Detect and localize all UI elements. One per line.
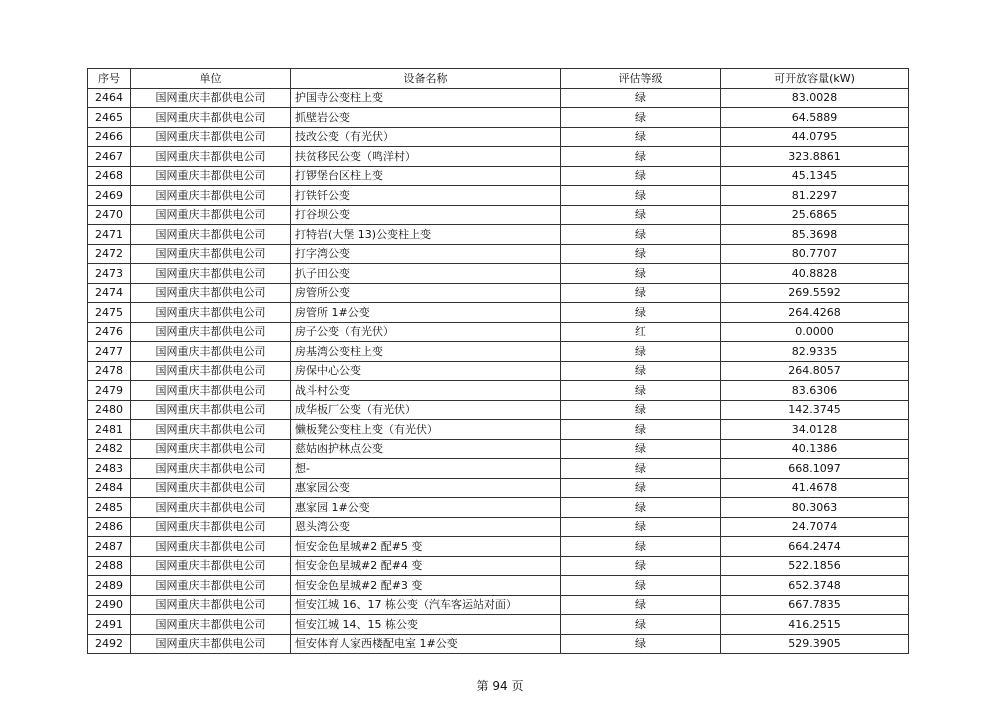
cell-grade: 绿: [561, 556, 721, 576]
cell-device-name: 恒安金色星城#2 配#4 变: [291, 556, 561, 576]
table-row: [88, 517, 909, 537]
cell-device-name: 打字湾公变: [291, 244, 561, 264]
cell-device-name: 恒安体育人家西楼配电室 1#公变: [291, 634, 561, 654]
cell-capacity: 264.4268: [721, 303, 909, 323]
cell-grade: 绿: [561, 205, 721, 225]
cell-grade: 绿: [561, 498, 721, 518]
cell-serial: 2466: [88, 127, 131, 147]
cell-capacity: 34.0128: [721, 420, 909, 440]
cell-unit: 国网重庆丰都供电公司: [131, 205, 291, 225]
cell-capacity: 269.5592: [721, 283, 909, 303]
cell-grade: 绿: [561, 634, 721, 654]
cell-unit: 国网重庆丰都供电公司: [131, 303, 291, 323]
cell-serial: 2468: [88, 166, 131, 186]
cell-unit: 国网重庆丰都供电公司: [131, 283, 291, 303]
cell-capacity: 83.6306: [721, 381, 909, 401]
cell-grade: 绿: [561, 244, 721, 264]
cell-unit: 国网重庆丰都供电公司: [131, 556, 291, 576]
cell-capacity: 82.9335: [721, 342, 909, 362]
cell-grade: 绿: [561, 420, 721, 440]
cell-serial: 2470: [88, 205, 131, 225]
table-row: [88, 225, 909, 245]
cell-serial: 2471: [88, 225, 131, 245]
cell-grade: 绿: [561, 478, 721, 498]
cell-unit: 国网重庆丰都供电公司: [131, 576, 291, 596]
cell-serial: 2492: [88, 634, 131, 654]
cell-serial: 2469: [88, 186, 131, 206]
cell-unit: 国网重庆丰都供电公司: [131, 478, 291, 498]
cell-device-name: 成华板厂公变（有光伏）: [291, 400, 561, 420]
cell-device-name: 房管所公变: [291, 283, 561, 303]
cell-device-name: 打谷坝公变: [291, 205, 561, 225]
cell-capacity: 40.8828: [721, 264, 909, 284]
cell-serial: 2486: [88, 517, 131, 537]
cell-capacity: 25.6865: [721, 205, 909, 225]
cell-grade: 绿: [561, 615, 721, 635]
cell-unit: 国网重庆丰都供电公司: [131, 88, 291, 108]
cell-device-name: 房子公变（有光伏）: [291, 322, 561, 342]
cell-serial: 2477: [88, 342, 131, 362]
cell-capacity: 416.2515: [721, 615, 909, 635]
table-row: [88, 166, 909, 186]
table-row: [88, 420, 909, 440]
cell-device-name: 打铁钎公变: [291, 186, 561, 206]
cell-device-name: 想-: [291, 459, 561, 479]
cell-unit: 国网重庆丰都供电公司: [131, 225, 291, 245]
cell-serial: 2482: [88, 439, 131, 459]
table-row: [88, 127, 909, 147]
cell-device-name: 扶贫移民公变（鸣洋村）: [291, 147, 561, 167]
cell-capacity: 81.2297: [721, 186, 909, 206]
cell-grade: 绿: [561, 303, 721, 323]
cell-unit: 国网重庆丰都供电公司: [131, 615, 291, 635]
table-row: [88, 439, 909, 459]
cell-grade: 绿: [561, 361, 721, 381]
cell-grade: 绿: [561, 381, 721, 401]
table-row: [88, 303, 909, 323]
cell-serial: 2464: [88, 88, 131, 108]
cell-grade: 绿: [561, 127, 721, 147]
capacity-table: [87, 68, 909, 654]
cell-unit: 国网重庆丰都供电公司: [131, 186, 291, 206]
cell-grade: 绿: [561, 186, 721, 206]
header-grade: 评估等级: [561, 69, 721, 89]
cell-device-name: 惠家园 1#公变: [291, 498, 561, 518]
table-row: [88, 244, 909, 264]
table-row: [88, 147, 909, 167]
cell-capacity: 652.3748: [721, 576, 909, 596]
header-device-name: 设备名称: [291, 69, 561, 89]
cell-device-name: 房基湾公变柱上变: [291, 342, 561, 362]
cell-unit: 国网重庆丰都供电公司: [131, 400, 291, 420]
cell-grade: 绿: [561, 108, 721, 128]
cell-serial: 2476: [88, 322, 131, 342]
table-row: [88, 556, 909, 576]
cell-capacity: 529.3905: [721, 634, 909, 654]
cell-grade: 绿: [561, 459, 721, 479]
cell-unit: 国网重庆丰都供电公司: [131, 264, 291, 284]
table-row: [88, 88, 909, 108]
table-row: [88, 322, 909, 342]
cell-unit: 国网重庆丰都供电公司: [131, 166, 291, 186]
cell-serial: 2491: [88, 615, 131, 635]
table-row: [88, 576, 909, 596]
cell-device-name: 房管所 1#公变: [291, 303, 561, 323]
cell-serial: 2487: [88, 537, 131, 557]
cell-unit: 国网重庆丰都供电公司: [131, 595, 291, 615]
cell-serial: 2478: [88, 361, 131, 381]
cell-serial: 2484: [88, 478, 131, 498]
table-row: [88, 498, 909, 518]
cell-serial: 2479: [88, 381, 131, 401]
cell-device-name: 恩头湾公变: [291, 517, 561, 537]
cell-unit: 国网重庆丰都供电公司: [131, 361, 291, 381]
table-row: [88, 634, 909, 654]
cell-serial: 2474: [88, 283, 131, 303]
cell-device-name: 恒安江城 16、17 栋公变（汽车客运站对面）: [291, 595, 561, 615]
cell-device-name: 护国寺公变柱上变: [291, 88, 561, 108]
cell-capacity: 0.0000: [721, 322, 909, 342]
cell-serial: 2488: [88, 556, 131, 576]
cell-grade: 绿: [561, 147, 721, 167]
table-header-row: [88, 69, 909, 89]
cell-unit: 国网重庆丰都供电公司: [131, 322, 291, 342]
cell-grade: 绿: [561, 166, 721, 186]
table-row: [88, 186, 909, 206]
table-row: [88, 400, 909, 420]
cell-unit: 国网重庆丰都供电公司: [131, 439, 291, 459]
cell-grade: 绿: [561, 400, 721, 420]
cell-grade: 绿: [561, 225, 721, 245]
cell-device-name: 扒子田公变: [291, 264, 561, 284]
cell-unit: 国网重庆丰都供电公司: [131, 127, 291, 147]
table-row: [88, 283, 909, 303]
cell-device-name: 慈姑凼护林点公变: [291, 439, 561, 459]
cell-unit: 国网重庆丰都供电公司: [131, 244, 291, 264]
cell-serial: 2481: [88, 420, 131, 440]
cell-capacity: 45.1345: [721, 166, 909, 186]
cell-device-name: 房保中心公变: [291, 361, 561, 381]
cell-serial: 2480: [88, 400, 131, 420]
table-row: [88, 361, 909, 381]
cell-unit: 国网重庆丰都供电公司: [131, 342, 291, 362]
cell-capacity: 24.7074: [721, 517, 909, 537]
cell-unit: 国网重庆丰都供电公司: [131, 634, 291, 654]
cell-grade: 绿: [561, 576, 721, 596]
cell-device-name: 打特岩(大堡 13)公变柱上变: [291, 225, 561, 245]
header-capacity: 可开放容量(kW): [721, 69, 909, 89]
table-row: [88, 342, 909, 362]
cell-grade: 绿: [561, 283, 721, 303]
header-serial: 序号: [88, 69, 131, 89]
cell-serial: 2465: [88, 108, 131, 128]
cell-unit: 国网重庆丰都供电公司: [131, 459, 291, 479]
cell-serial: 2489: [88, 576, 131, 596]
cell-capacity: 83.0028: [721, 88, 909, 108]
table-row: [88, 459, 909, 479]
cell-serial: 2475: [88, 303, 131, 323]
table-row: [88, 108, 909, 128]
cell-unit: 国网重庆丰都供电公司: [131, 517, 291, 537]
cell-serial: 2490: [88, 595, 131, 615]
table-row: [88, 537, 909, 557]
cell-capacity: 668.1097: [721, 459, 909, 479]
cell-unit: 国网重庆丰都供电公司: [131, 420, 291, 440]
cell-serial: 2472: [88, 244, 131, 264]
cell-grade: 绿: [561, 537, 721, 557]
table-row: [88, 478, 909, 498]
cell-device-name: 惠家园公变: [291, 478, 561, 498]
cell-device-name: 恒安江城 14、15 栋公变: [291, 615, 561, 635]
cell-capacity: 64.5889: [721, 108, 909, 128]
table-row: [88, 205, 909, 225]
cell-capacity: 41.4678: [721, 478, 909, 498]
cell-capacity: 664.2474: [721, 537, 909, 557]
cell-device-name: 恒安金色星城#2 配#3 变: [291, 576, 561, 596]
cell-device-name: 抓壁岩公变: [291, 108, 561, 128]
cell-unit: 国网重庆丰都供电公司: [131, 108, 291, 128]
cell-grade: 绿: [561, 88, 721, 108]
cell-grade: 红: [561, 322, 721, 342]
cell-capacity: 264.8057: [721, 361, 909, 381]
cell-grade: 绿: [561, 264, 721, 284]
cell-capacity: 522.1856: [721, 556, 909, 576]
cell-device-name: 恒安金色星城#2 配#5 变: [291, 537, 561, 557]
cell-capacity: 80.7707: [721, 244, 909, 264]
cell-capacity: 142.3745: [721, 400, 909, 420]
cell-serial: 2473: [88, 264, 131, 284]
cell-capacity: 323.8861: [721, 147, 909, 167]
cell-device-name: 懒板凳公变柱上变（有光伏）: [291, 420, 561, 440]
cell-grade: 绿: [561, 342, 721, 362]
cell-grade: 绿: [561, 595, 721, 615]
cell-capacity: 85.3698: [721, 225, 909, 245]
page-number: 第 94 页: [476, 679, 524, 693]
cell-unit: 国网重庆丰都供电公司: [131, 381, 291, 401]
cell-device-name: 打锣堡台区柱上变: [291, 166, 561, 186]
header-unit: 单位: [131, 69, 291, 89]
table-row: [88, 615, 909, 635]
cell-serial: 2485: [88, 498, 131, 518]
cell-unit: 国网重庆丰都供电公司: [131, 537, 291, 557]
cell-capacity: 44.0795: [721, 127, 909, 147]
cell-unit: 国网重庆丰都供电公司: [131, 498, 291, 518]
cell-unit: 国网重庆丰都供电公司: [131, 147, 291, 167]
table-row: [88, 595, 909, 615]
table-row: [88, 264, 909, 284]
cell-serial: 2467: [88, 147, 131, 167]
table-row: [88, 381, 909, 401]
cell-device-name: 战斗村公变: [291, 381, 561, 401]
cell-capacity: 40.1386: [721, 439, 909, 459]
cell-capacity: 667.7835: [721, 595, 909, 615]
cell-grade: 绿: [561, 439, 721, 459]
cell-grade: 绿: [561, 517, 721, 537]
cell-device-name: 技改公变（有光伏）: [291, 127, 561, 147]
cell-capacity: 80.3063: [721, 498, 909, 518]
cell-serial: 2483: [88, 459, 131, 479]
